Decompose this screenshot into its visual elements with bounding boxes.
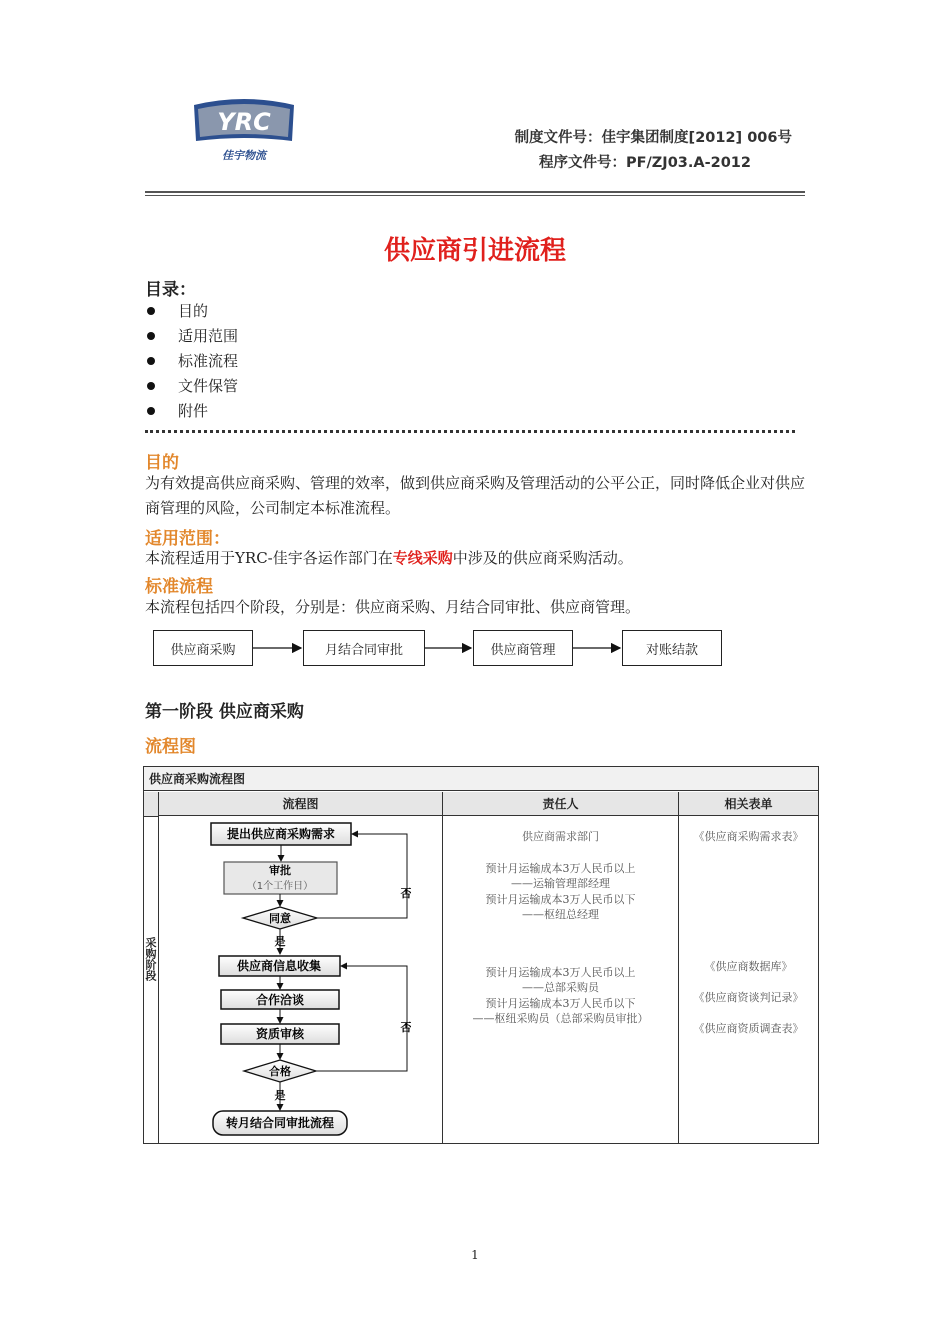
bullet-icon [147,382,155,390]
dotted-divider [145,424,795,433]
svg-text:否: 否 [400,887,412,900]
stage-box: 供应商采购 [153,630,253,666]
svg-text:提出供应商采购需求: 提出供应商采购需求 [226,827,336,841]
doc-number: 制度文件号：佳宇集团制度[2012] 006号 [514,130,792,146]
col-header-forms: 相关表单 [679,792,818,816]
toc-item[interactable]: 适用范围 [145,323,238,348]
col-header-resp: 责任人 [443,792,678,816]
svg-text:供应商信息收集: 供应商信息收集 [236,959,322,973]
standard-text: 本流程包括四个阶段，分别是：供应商采购、月结合同审批、供应商管理。 [145,598,641,616]
form-qualification: 《供应商资质调查表》 [693,1022,804,1035]
form-negotiation: 《供应商资谈判记录》 [693,991,804,1004]
phase-title: 第一阶段 供应商采购 [145,702,304,722]
scope-text: 本流程适用于YRC-佳宇各运作部门在专线采购中涉及的供应商采购活动。 [145,549,633,567]
purpose-text: 为有效提高供应商采购、管理的效率，做到供应商采购及管理活动的公平公正，同时降低企业对供应商管理的风险，公司制定本标准流程。 [145,474,806,517]
toc-item[interactable]: 文件保管 [145,373,238,398]
toc-item[interactable]: 附件 [145,398,238,423]
resp-approver-low-role: ——枢纽总经理 [522,908,599,921]
toc-heading: 目录： [145,280,196,300]
stage-box: 供应商管理 [473,630,573,666]
resp-approver-high-role: ——运输管理部经理 [511,877,610,890]
svg-text:否: 否 [400,1021,412,1034]
toc-list [145,298,238,423]
scope-heading: 适用范围： [145,529,230,549]
page-title: 供应商引进流程 [383,236,566,266]
form-request: 《供应商采购需求表》 [693,830,804,843]
standard-heading: 标准流程 [145,577,213,597]
svg-text:是: 是 [274,1089,286,1102]
svg-text:是: 是 [274,935,286,948]
logo-text: YRC [217,108,271,136]
svg-text:合格: 合格 [269,1065,291,1078]
svg-text:同意: 同意 [269,912,291,925]
resp-buyer-high-role: ——总部采购员 [522,981,599,994]
flowchart-heading: 流程图 [145,737,196,757]
svg-text:转月结合同审批流程: 转月结合同审批流程 [225,1116,335,1130]
resp-approver-high: 预计月运输成本3万人民币以上 [485,862,636,875]
resp-buyer-low: 预计月运输成本3万人民币以下 [485,997,636,1010]
stage-arrows [253,640,723,656]
svg-text:（1个工作日）: （1个工作日） [246,881,314,892]
flow-diagram [159,817,442,1143]
flowchart-caption: 供应商采购流程图 [144,767,818,791]
bullet-icon [147,357,155,365]
header-rule [145,191,805,193]
scope-highlight: 专线采购 [392,549,453,567]
page-number: 1 [471,1248,479,1262]
svg-text:合作洽谈: 合作洽谈 [255,993,305,1007]
resp-requester: 供应商需求部门 [522,830,599,843]
resp-approver-low: 预计月运输成本3万人民币以下 [485,893,636,906]
resp-buyer-high: 预计月运输成本3万人民币以上 [485,966,636,979]
header-rule-thin [145,195,805,196]
stage-box: 月结合同审批 [303,630,425,666]
procedure-number: 程序文件号：PF/ZJ03.A-2012 [538,155,751,171]
bullet-icon [147,332,155,340]
toc-item[interactable]: 标准流程 [145,348,238,373]
logo-subtext: 佳宇物流 [222,149,266,162]
stage-label: 采购阶段 [144,937,157,981]
bullet-icon [147,307,155,315]
bullet-icon [147,407,155,415]
stage-box: 对账结款 [622,630,722,666]
purpose-heading: 目的 [145,453,179,473]
flowchart-table [143,766,819,1144]
col-header-flow: 流程图 [159,792,442,816]
svg-text:审批: 审批 [269,864,291,877]
form-database: 《供应商数据库》 [704,960,793,973]
resp-buyer-low-role: ——枢纽采购员（总部采购员审批） [472,1012,649,1025]
company-logo [188,95,300,167]
svg-text:资质审核: 资质审核 [255,1027,305,1041]
toc-item[interactable]: 目的 [145,298,238,323]
